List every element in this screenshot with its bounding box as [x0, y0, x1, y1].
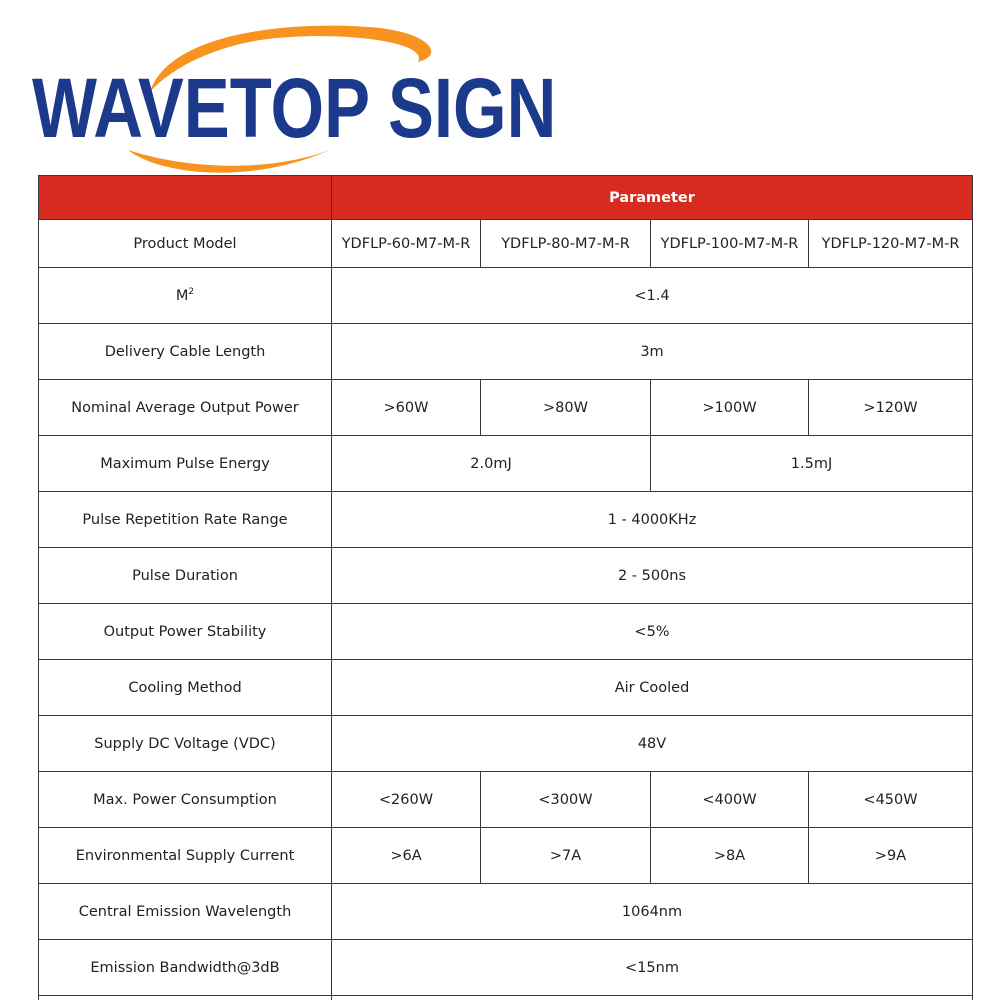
table-row	[39, 548, 973, 604]
value-cell	[332, 996, 973, 1000]
value-cell: <400W	[651, 772, 809, 828]
row-label: Supply DC Voltage (VDC)	[39, 716, 332, 772]
table-row	[39, 716, 973, 772]
table-row	[39, 380, 973, 436]
table-row	[39, 772, 973, 828]
table-row	[39, 268, 973, 324]
value-cell: >9A	[809, 828, 973, 884]
table-row	[39, 492, 973, 548]
value-cell: 48V	[332, 716, 973, 772]
table-header-row	[39, 176, 973, 220]
row-label: Pulse Duration	[39, 548, 332, 604]
value-cell: 2 - 500ns	[332, 548, 973, 604]
value-cell: <260W	[332, 772, 481, 828]
value-cell: >80W	[481, 380, 651, 436]
row-label	[39, 996, 332, 1000]
value-cell: 1064nm	[332, 884, 973, 940]
table-row	[39, 660, 973, 716]
table-row	[39, 220, 973, 268]
value-cell: >120W	[809, 380, 973, 436]
header-label-cell	[39, 176, 332, 220]
value-cell: Air Cooled	[332, 660, 973, 716]
table-row	[39, 436, 973, 492]
table-row-partial	[39, 996, 973, 1000]
row-label: Nominal Average Output Power	[39, 380, 332, 436]
model-cell: YDFLP-80-M7-M-R	[481, 220, 651, 268]
value-cell: <1.4	[332, 268, 973, 324]
model-cell: YDFLP-100-M7-M-R	[651, 220, 809, 268]
value-cell: <15nm	[332, 940, 973, 996]
value-cell: >8A	[651, 828, 809, 884]
value-cell: >7A	[481, 828, 651, 884]
model-cell: YDFLP-60-M7-M-R	[332, 220, 481, 268]
m2-label-base: M	[175, 287, 189, 304]
spec-table	[38, 175, 973, 1000]
table-row	[39, 828, 973, 884]
m2-label-sup: 2	[188, 287, 195, 298]
row-label: Emission Bandwidth@3dB	[39, 940, 332, 996]
row-label: Pulse Repetition Rate Range	[39, 492, 332, 548]
row-label: Central Emission Wavelength	[39, 884, 332, 940]
value-cell: 1 - 4000KHz	[332, 492, 973, 548]
value-cell: 1.5mJ	[651, 436, 973, 492]
value-cell: >100W	[651, 380, 809, 436]
value-cell: <5%	[332, 604, 973, 660]
header-parameter-cell: Parameter	[332, 176, 973, 220]
value-cell: <450W	[809, 772, 973, 828]
logo-wordmark: WAVETOP SIGN	[32, 61, 557, 155]
row-label: Max. Power Consumption	[39, 772, 332, 828]
value-cell: >6A	[332, 828, 481, 884]
table-row	[39, 324, 973, 380]
table-row	[39, 884, 973, 940]
row-label	[39, 268, 332, 324]
row-label: Environmental Supply Current	[39, 828, 332, 884]
table-row	[39, 604, 973, 660]
value-cell: 2.0mJ	[332, 436, 651, 492]
value-cell: <300W	[481, 772, 651, 828]
row-label: Cooling Method	[39, 660, 332, 716]
value-cell: >60W	[332, 380, 481, 436]
value-cell: 3m	[332, 324, 973, 380]
table-row	[39, 940, 973, 996]
row-label: Maximum Pulse Energy	[39, 436, 332, 492]
row-label: Delivery Cable Length	[39, 324, 332, 380]
row-label: Product Model	[39, 220, 332, 268]
row-label: Output Power Stability	[39, 604, 332, 660]
brand-logo	[0, 0, 560, 175]
model-cell: YDFLP-120-M7-M-R	[809, 220, 973, 268]
